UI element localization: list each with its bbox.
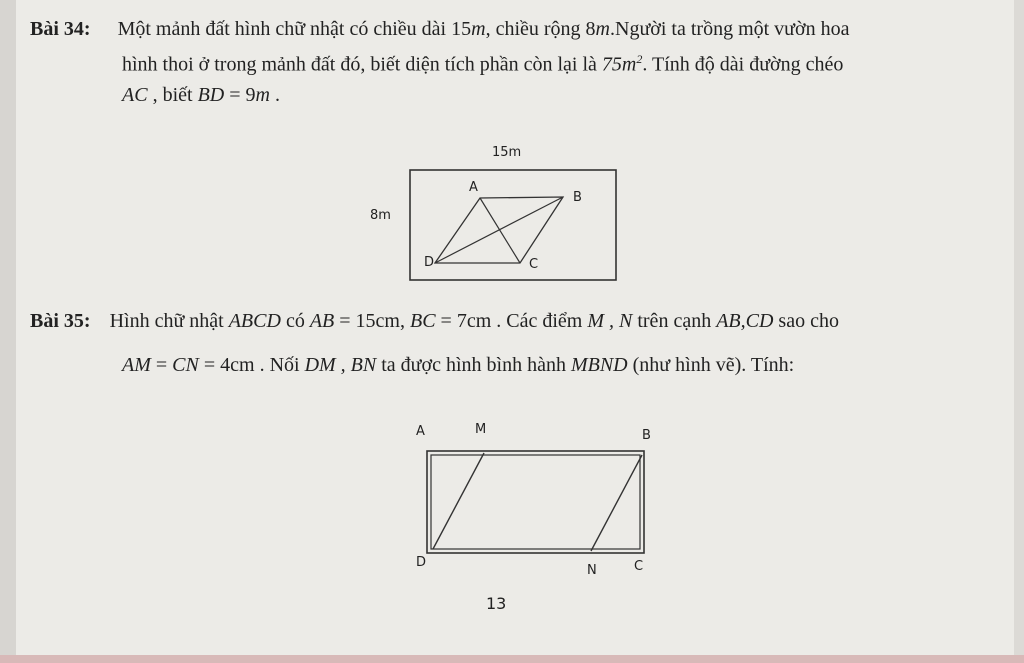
area-value: 75m bbox=[601, 53, 637, 76]
problem-35-text: = 15cm, bbox=[334, 310, 410, 332]
figure-35-segment-dm bbox=[433, 453, 484, 549]
figure-34-label-c: C bbox=[529, 257, 539, 272]
unit-m: m bbox=[471, 18, 486, 40]
problem-34-text: . bbox=[269, 83, 280, 106]
figure-35-label-b: B bbox=[642, 428, 651, 443]
problem-35-text: ta được hình bình hành bbox=[376, 354, 571, 376]
figure-35-inner-rect bbox=[431, 455, 640, 549]
math-abcd: ABCD bbox=[228, 310, 281, 332]
math-bc: BC bbox=[409, 310, 436, 332]
math-mn: M , N bbox=[587, 310, 633, 332]
area-exponent: 2 bbox=[636, 52, 643, 66]
figure-35-label-n: N bbox=[587, 563, 597, 578]
math-bd: BD bbox=[197, 83, 225, 106]
problem-35-text: = 4cm . Nối bbox=[198, 354, 305, 376]
problem-34-text: .Người ta trồng một vườn hoa bbox=[610, 18, 850, 40]
figure-35-label-c: C bbox=[634, 559, 644, 574]
math-sides: AB,CD bbox=[716, 310, 774, 332]
figure-34-label-a: A bbox=[469, 180, 478, 195]
problem-35-text: Hình chữ nhật bbox=[109, 310, 229, 332]
page-bottom-edge bbox=[0, 655, 1024, 663]
figure-34 bbox=[370, 145, 616, 280]
unit-m: m bbox=[255, 83, 270, 106]
problem-34-text: , biết bbox=[147, 83, 198, 106]
problem-34-label: Bài 34: bbox=[30, 18, 91, 40]
figure-34-diagonal-bd bbox=[435, 197, 563, 263]
math-ab: AB bbox=[309, 310, 335, 332]
problem-35-text: = 7cm . Các điểm bbox=[435, 310, 588, 332]
problem-34-text: Một mảnh đất hình chữ nhật có chiều dài 15 bbox=[117, 18, 472, 40]
math-dm-bn: DM , BN bbox=[304, 354, 377, 376]
figure-34-label-d: D bbox=[424, 255, 435, 270]
figure-35-segment-bn bbox=[591, 455, 642, 551]
math-am: AM bbox=[122, 354, 151, 376]
figure-35-rectangle bbox=[427, 451, 644, 553]
figure-34-diagonal-ac bbox=[480, 198, 520, 263]
problem-35-text: = bbox=[150, 354, 173, 376]
math-eq: = 9 bbox=[224, 83, 256, 106]
problem-34-text: hình thoi ở trong mảnh đất đó, biết diện tích phần còn lại là bbox=[122, 53, 602, 76]
figure-34-length-label: 15m bbox=[492, 145, 522, 160]
figure-35-label-m: M bbox=[475, 422, 487, 437]
figure-35-label-a: A bbox=[416, 424, 425, 439]
unit-m: m bbox=[595, 18, 610, 40]
page-number: 13 bbox=[486, 594, 507, 613]
figure-35 bbox=[416, 422, 651, 578]
figure-35-label-d: D bbox=[416, 555, 427, 570]
problem-35-text: trên cạnh bbox=[632, 310, 717, 332]
problem-35-text: (như hình vẽ). Tính: bbox=[627, 354, 795, 376]
problem-34-text: . Tính độ dài đường chéo bbox=[642, 53, 844, 76]
math-mbnd: MBND bbox=[570, 354, 628, 376]
figure-34-width-label: 8m bbox=[370, 208, 391, 223]
problem-35-label: Bài 35: bbox=[30, 310, 91, 332]
math-ac: AC bbox=[122, 83, 148, 106]
problem-35-text: sao cho bbox=[773, 310, 839, 332]
problem-35-text: có bbox=[280, 310, 310, 332]
math-cn: CN bbox=[172, 354, 199, 376]
figure-34-label-b: B bbox=[573, 190, 582, 205]
problem-34-text: , chiều rộng 8 bbox=[485, 18, 596, 40]
